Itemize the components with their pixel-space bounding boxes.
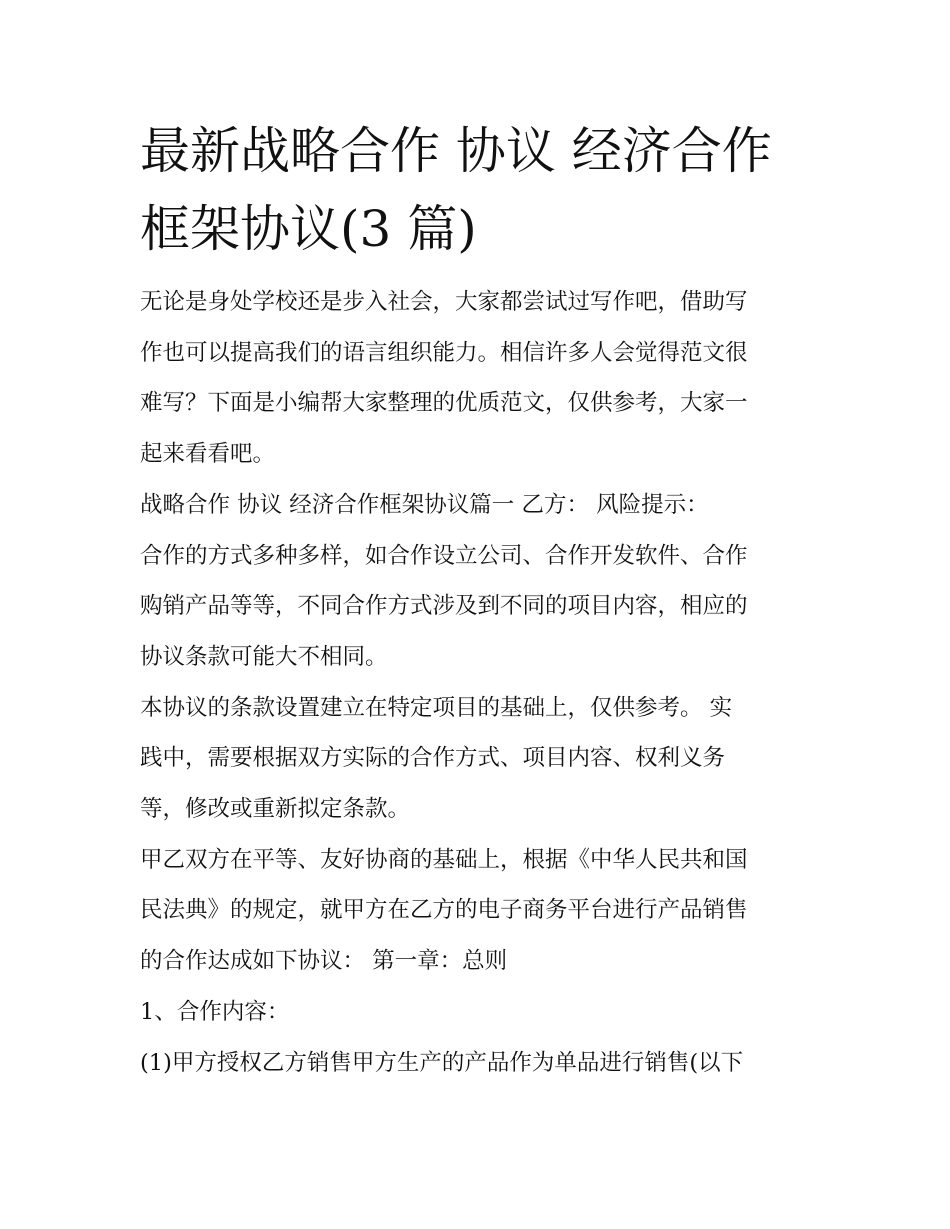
paragraph-line: 无论是身处学校还是步入社会，大家都尝试过写作吧，借助写 <box>140 289 748 315</box>
paragraph-line: 起来看看吧。 <box>140 441 276 468</box>
title-line-2: 框架协议(3 篇) <box>140 200 477 258</box>
paragraph-agreement-basis <box>140 835 820 987</box>
paragraph-line: 合作的方式多种多样，如合作设立公司、合作开发软件、合作 <box>140 542 748 569</box>
document-title <box>140 112 820 268</box>
paragraph-line: 的合作达成如下协议： 第一章：总则 <box>140 948 508 975</box>
paragraph-clause-1 <box>140 1038 820 1089</box>
paragraph-line: 战略合作 协议 经济合作框架协议篇一 乙方： 风险提示： <box>140 491 709 518</box>
paragraph-line: 践中，需要根据双方实际的合作方式、项目内容、权利义务 <box>140 745 726 772</box>
paragraph-line: 甲乙双方在平等、友好协商的基础上，根据《中华人民共和国 <box>140 846 748 873</box>
paragraph-reference-note <box>140 683 820 835</box>
paragraph-line: 民法典》的规定，就甲方在乙方的电子商务平台进行产品销售 <box>140 897 748 924</box>
paragraph-line: (1)甲方授权乙方销售甲方生产的产品作为单品进行销售(以下 <box>140 1049 744 1076</box>
paragraph-cooperation-content <box>140 987 820 1038</box>
document-body <box>140 277 820 1088</box>
paragraph-line: 本协议的条款设置建立在特定项目的基础上，仅供参考。 实 <box>140 694 733 721</box>
paragraph-line: 等，修改或重新拟定条款。 <box>140 796 411 823</box>
paragraph-line: 1、合作内容： <box>140 998 290 1025</box>
paragraph-line: 购销产品等等，不同合作方式涉及到不同的项目内容，相应的 <box>140 593 748 620</box>
paragraph-line: 作也可以提高我们的语言组织能力。相信许多人会觉得范文很 <box>140 339 748 366</box>
title-line-1: 最新战略合作 协议 经济合作 <box>140 122 772 180</box>
paragraph-line: 难写？下面是小编帮大家整理的优质范文，仅供参考，大家一 <box>140 390 748 417</box>
paragraph-intro <box>140 277 820 480</box>
paragraph-line: 协议条款可能大不相同。 <box>140 643 388 670</box>
paragraph-risk-note <box>140 531 820 683</box>
paragraph-section-heading <box>140 480 820 531</box>
